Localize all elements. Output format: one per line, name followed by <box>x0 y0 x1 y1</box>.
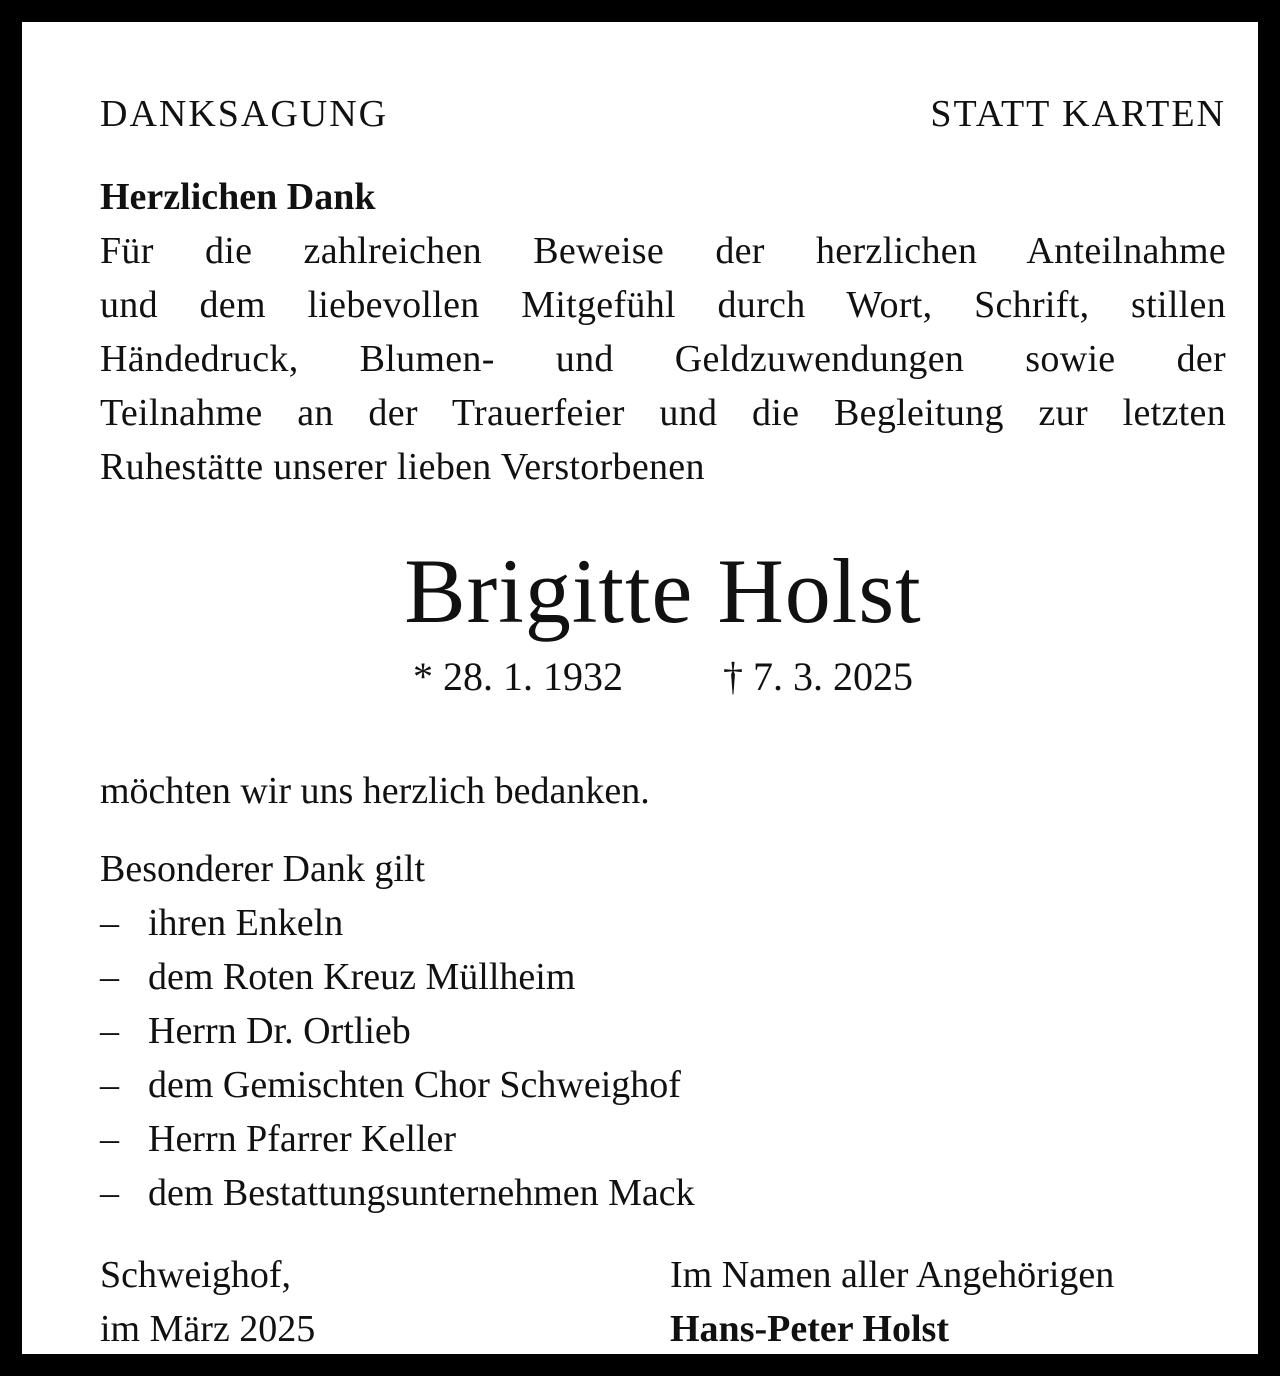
special-thanks-title: Besonderer Dank gilt <box>100 848 426 890</box>
deceased-block <box>100 536 1226 706</box>
dash-bullet: – <box>100 1010 119 1052</box>
dash-bullet: – <box>100 956 119 998</box>
footer-signature <box>670 1248 1226 1356</box>
list-item <box>100 896 1226 950</box>
footer-place-date <box>100 1248 315 1356</box>
list-item-text: dem Gemischten Chor Schweighof <box>148 1064 681 1106</box>
deceased-dates <box>100 648 1226 706</box>
list-item-text: ihren Enkeln <box>148 902 344 944</box>
deceased-name: Brigitte Holst <box>404 540 922 642</box>
dash-bullet: – <box>100 1118 119 1160</box>
list-item-text: Herrn Dr. Ortlieb <box>148 1010 411 1052</box>
intro-line: Ruhestätte unserer lieben Verstorbenen <box>100 446 705 488</box>
notice-footer <box>100 1248 1226 1356</box>
special-thanks-list <box>100 896 1226 1220</box>
dash-bullet: – <box>100 1172 119 1214</box>
death-date: † 7. 3. 2025 <box>723 654 913 699</box>
special-thanks <box>100 842 1226 1220</box>
closing-line: möchten wir uns herzlich bedanken. <box>100 770 650 812</box>
list-item <box>100 950 1226 1004</box>
intro-title: Herzlichen Dank <box>100 176 376 218</box>
birth-date: * 28. 1. 1932 <box>413 654 623 699</box>
dash-bullet: – <box>100 902 119 944</box>
intro-line: Teilnahme an der Trauerfeier und die Begleitung zur letzten <box>100 392 1226 434</box>
intro-line: Für die zahlreichen Beweise der herzlichen Anteilnahme <box>100 230 1226 272</box>
footer-on-behalf: Im Namen aller Angehörigen <box>670 1254 1115 1296</box>
intro-line: und dem liebevollen Mitgefühl durch Wort, Schrift, stillen <box>100 284 1226 326</box>
intro-text <box>100 224 1226 494</box>
list-item-text: dem Bestattungsunternehmen Mack <box>148 1172 695 1214</box>
notice-content <box>100 86 1226 1356</box>
list-item-text: dem Roten Kreuz Müllheim <box>148 956 576 998</box>
list-item <box>100 1112 1226 1166</box>
footer-date: im März 2025 <box>100 1308 316 1350</box>
list-item <box>100 1166 1226 1220</box>
notice-header <box>100 86 1226 142</box>
list-item <box>100 1058 1226 1112</box>
header-statt-karten: STATT KARTEN <box>930 93 1226 135</box>
dash-bullet: – <box>100 1064 119 1106</box>
intro-line: Händedruck, Blumen- und Geldzuwendungen sowie der <box>100 338 1226 380</box>
footer-place: Schweighof, <box>100 1254 292 1296</box>
header-danksagung: DANKSAGUNG <box>100 93 389 135</box>
footer-signer: Hans-Peter Holst <box>670 1308 949 1350</box>
list-item <box>100 1004 1226 1058</box>
list-item-text: Herrn Pfarrer Keller <box>148 1118 457 1160</box>
